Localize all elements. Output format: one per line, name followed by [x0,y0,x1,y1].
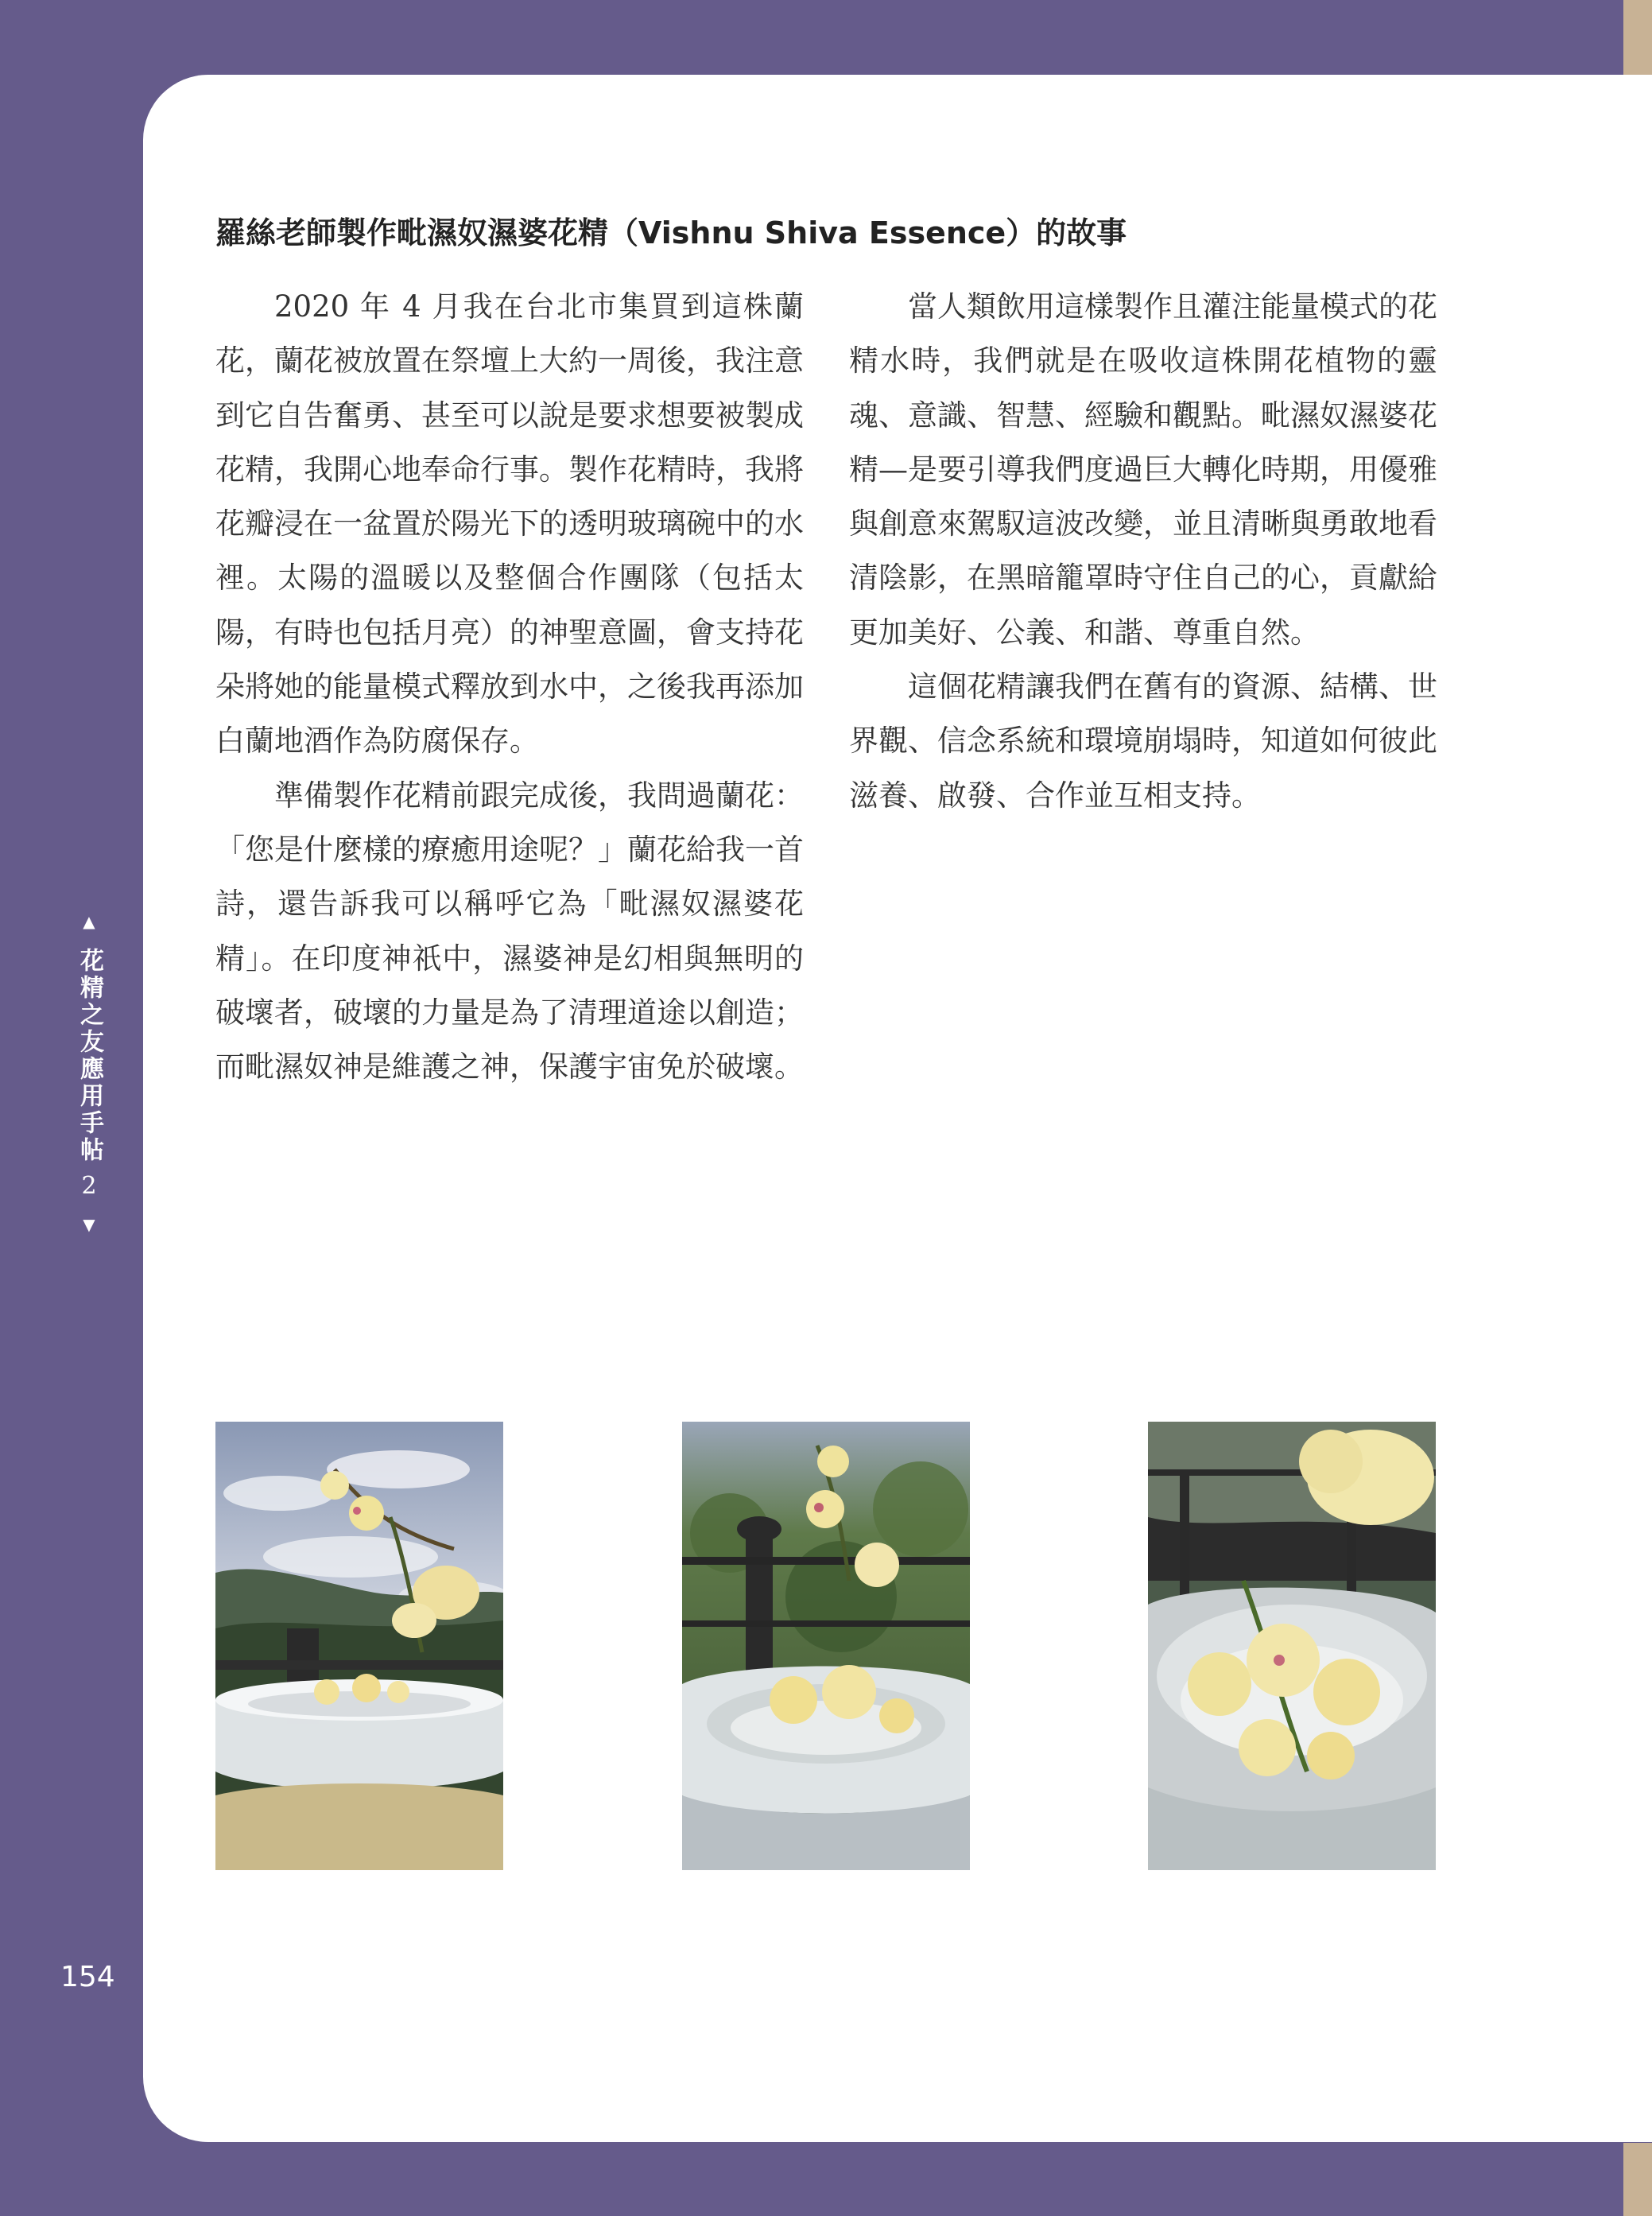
arrow-down-icon: ▼ [83,1215,95,1234]
paragraph: 這個花精讓我們在舊有的資源、結構、世界觀、信念系統和環境崩塌時，知道如何彼此滋養、啟發、合作並互相支持。 [849,669,1437,813]
paragraph: 準備製作花精前跟完成後，我問過蘭花：「您是什麼樣的療癒用途呢？」蘭花給我一首詩，還告訴我可以稱呼它為「毗濕奴濕婆花精」。在印度神祇中，濕婆神是幻相與無明的破壞者，破壞的力量是為了清理道途以創造；而毗濕奴神是維護之神，保護宇宙免於破壞。 [215,778,804,1085]
right-column [849,280,1437,823]
book-title: 花精之友應用手帖 [76,948,103,1164]
orchid-closeup-photo [1148,1422,1436,1870]
accent-strip-top [1623,0,1652,76]
accent-strip-bottom [1623,2143,1652,2216]
arrow-up-icon: ▲ [83,912,95,931]
paragraph: 當人類飲用這樣製作且灌注能量模式的花精水時，我們就是在吸收這株開花植物的靈魂、意識、智慧、經驗和觀點。毗濕奴濕婆花精—是要引導我們度過巨大轉化時期，用優雅與創意來駕馭這波改變，並且清晰與勇敢地看清陰影，在黑暗籠罩時守住自己的心，貢獻給更加美好、公義、和諧、尊重自然。 [849,289,1437,650]
orchid-bowl-photo [215,1422,503,1870]
volume-number: 2 [81,1172,97,1200]
orchid-water-photo [682,1422,970,1870]
page-number: 154 [60,1961,115,1993]
article-heading: 羅絲老師製作毗濕奴濕婆花精（Vishnu Shiva Essence）的故事 [215,215,1127,250]
paragraph: 2020 年 4 月我在台北市集買到這株蘭花，蘭花被放置在祭壇上大約一周後，我注意到它自告奮勇、甚至可以說是要求想要被製成花精，我開心地奉命行事。製作花精時，我將花瓣浸在一盆置於陽光下的透明玻璃碗中的水裡。太陽的溫暖以及整個合作團隊（包括太陽，有時也包括月亮）的神聖意圖，會支持花朵將她的能量模式釋放到水中，之後我再添加白蘭地酒作為防腐保存。 [215,289,804,759]
spine-label [67,913,111,1233]
left-column [215,280,804,1094]
